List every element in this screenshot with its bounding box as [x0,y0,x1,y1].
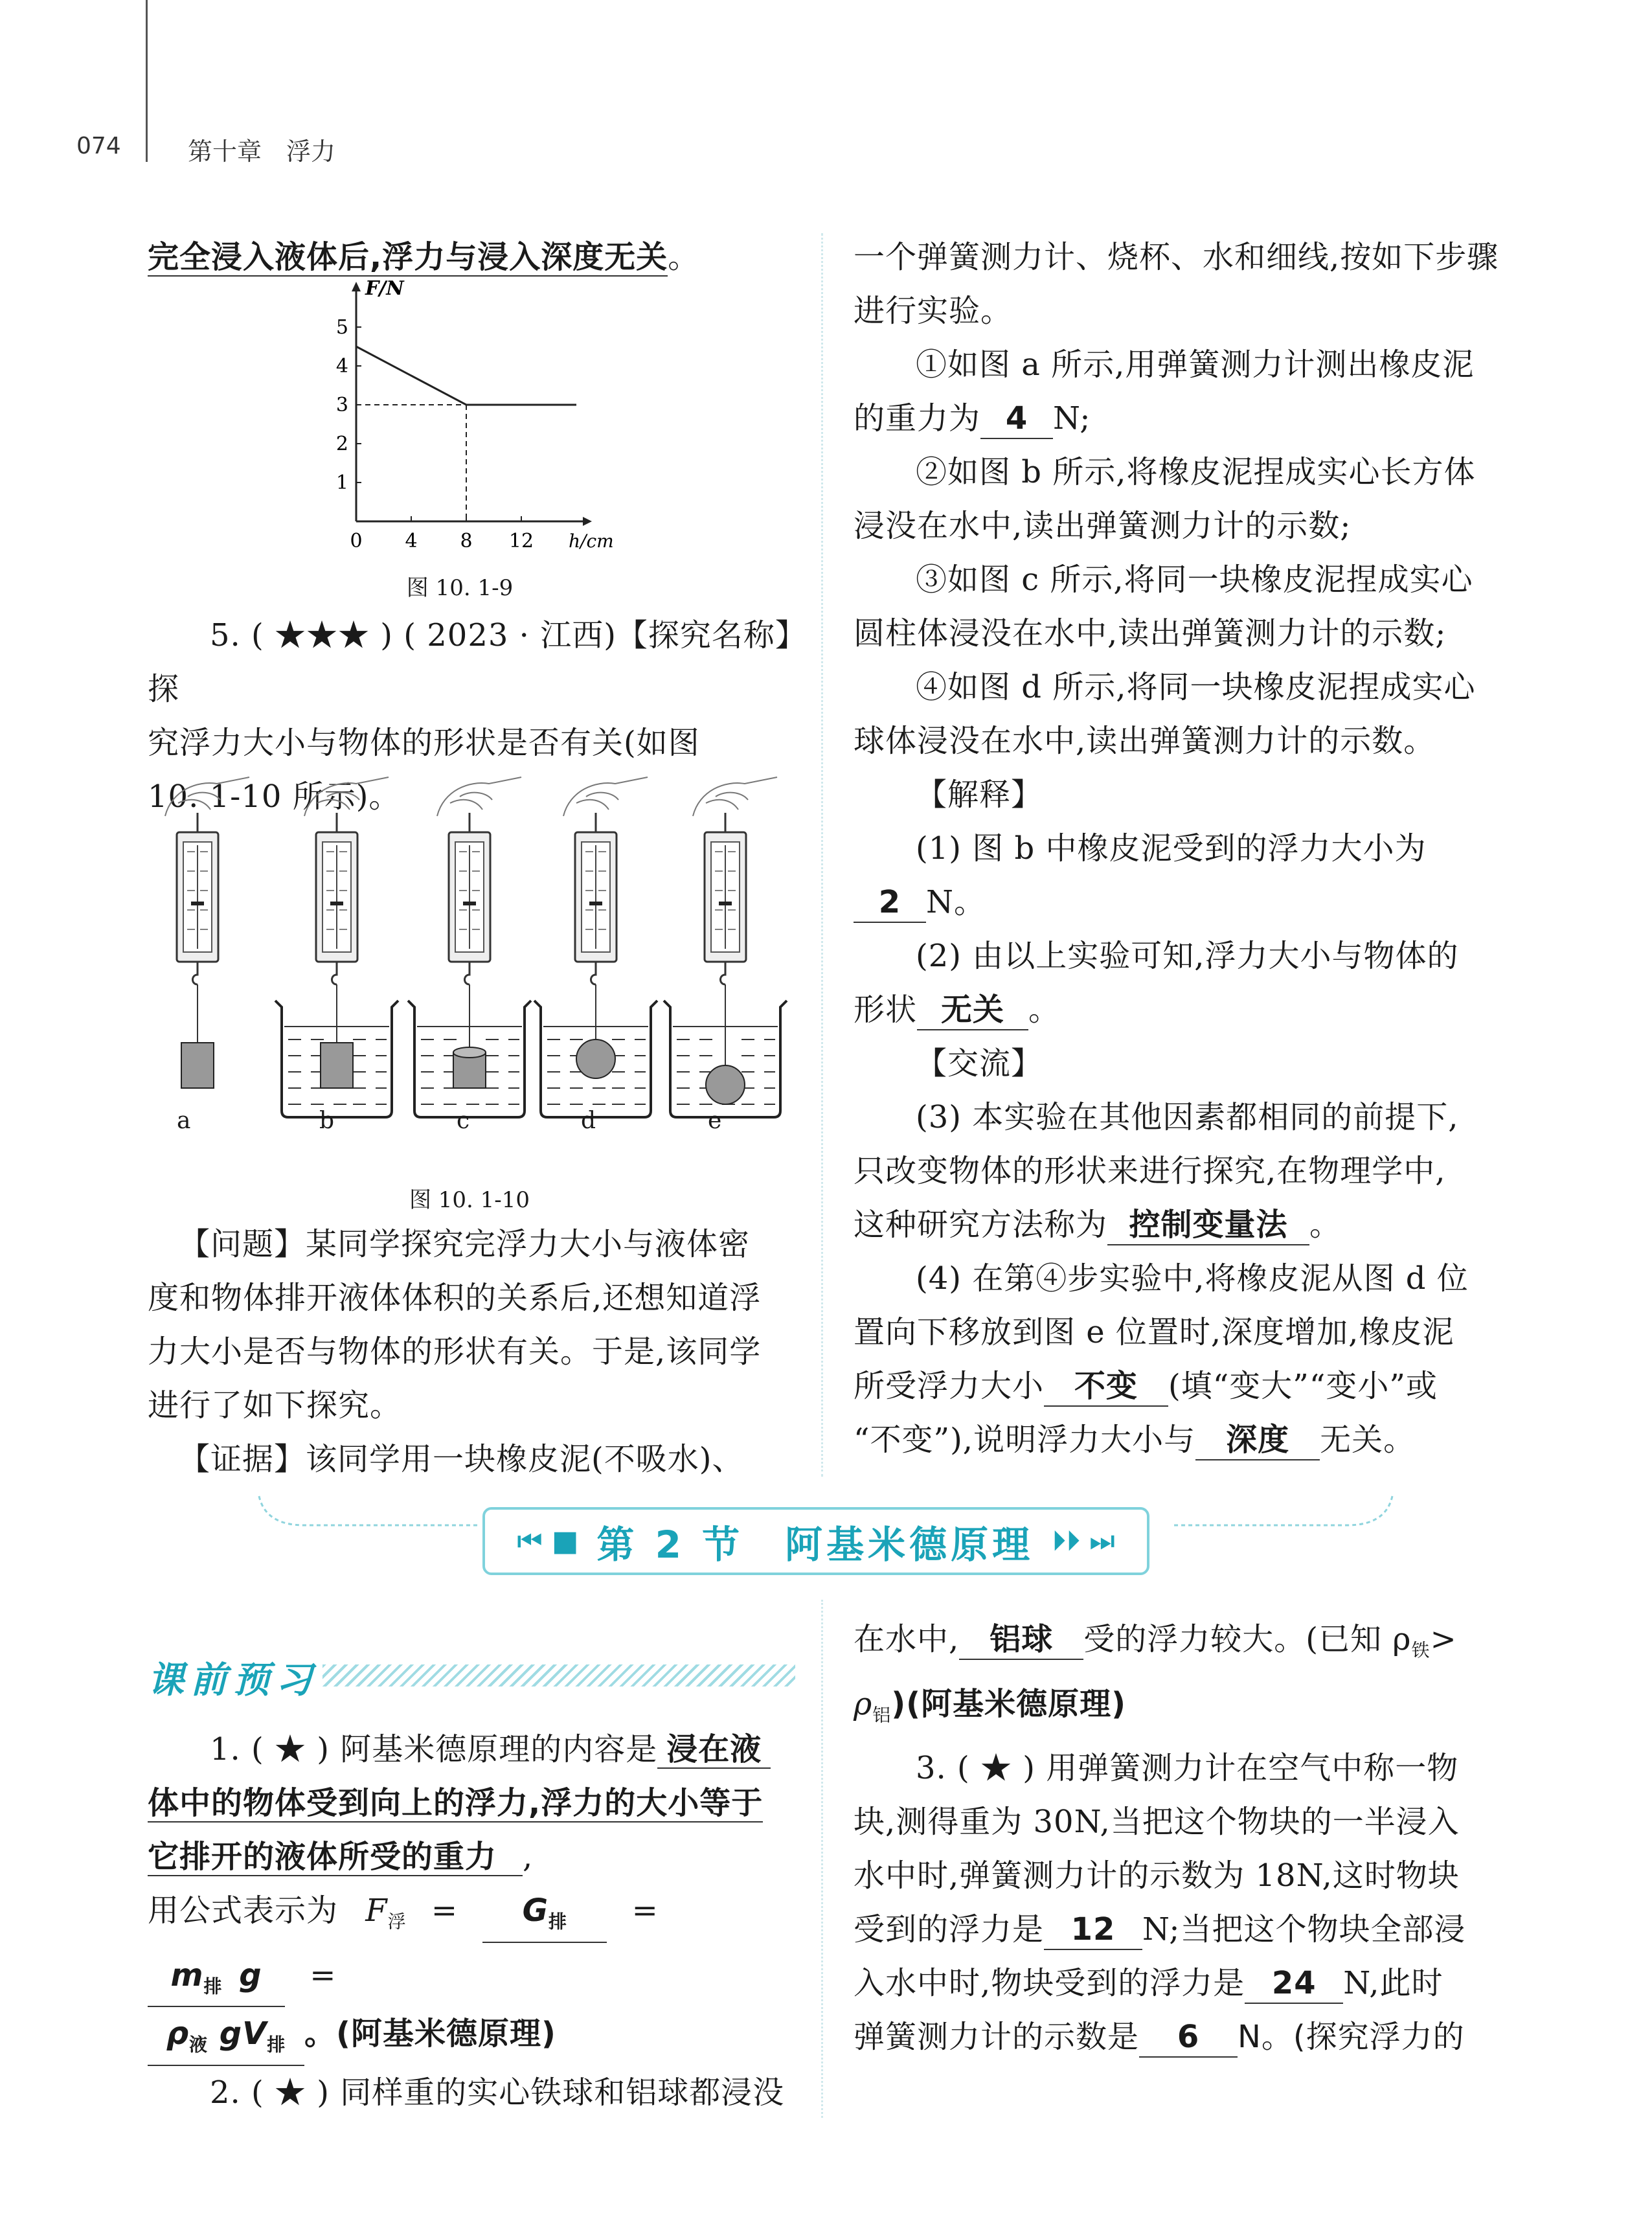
sub: 铝 [872,1704,892,1726]
label-a: a [177,1107,191,1134]
problem-line-2: 度和物体排开液体体积的关系后,还想知道浮 [148,1280,762,1316]
q2-line-3 [854,1677,1508,1742]
exchange-4-a: (4) 在第④步实验中,将橡皮泥从图 d 位 [916,1260,1469,1297]
label-d: d [581,1107,596,1134]
blank-shape-relation: 无关 [917,990,1028,1030]
preview-right-block [854,1613,1508,2064]
problem-line-1: 【问题】某同学探究完浮力大小与液体密 [179,1226,751,1262]
blank-buoyancy-half: 12 [1044,1910,1142,1950]
label-c: c [457,1107,470,1134]
page-number: 074 [76,133,121,159]
eq: = [631,1892,659,1929]
q1-answer-3: 它排开的液体所受的重力 [148,1839,523,1876]
section-title: 第 2 节 阿基米德原理 [596,1522,1034,1567]
formula-mg-blank: $m_排$ g [148,1956,285,2008]
right-column-block [854,231,1508,1467]
exchange-4-b: 置向下移放到图 e 位置时,深度增加,橡皮泥 [854,1314,1454,1350]
text: N;当把这个物块全部浸 [1142,1911,1466,1948]
text: N,此时 [1343,1965,1443,2002]
banner-right-icon: ⏵⏵ ⏭ [1052,1525,1115,1558]
y-axis-label: F/N [365,277,404,300]
answer-blank: 完全浸入液体后,浮力与浸入深度无关 [148,239,668,275]
fig-10-1-9-chart [330,277,614,557]
text: 用公式表示为 [148,1892,339,1929]
blank-buoyancy-b: 2 [854,883,926,923]
blank-gravity: 4 [980,399,1053,439]
q3-line-2: 块,测得重为 30N,当把这个物块的一半浸入 [854,1804,1460,1841]
explain-2-a: (2) 由以上实验可知,浮力大小与物体的 [916,938,1459,974]
exchange-3-a: (3) 本实验在其他因素都相同的前提下, [916,1099,1459,1135]
header-rule [146,0,148,162]
left-intro-line [148,231,699,284]
formula-G-blank: $G_排$ [482,1891,607,1943]
tag: 。(阿基米德原理) [304,2016,556,2052]
q3-line-6 [854,2010,1508,2064]
text: 。 [1028,992,1061,1028]
blank-change: 不变 [1044,1367,1168,1407]
blank-ball: 铝球 [959,1620,1083,1660]
column-divider [821,233,823,1477]
step2-b: 浸没在水中,读出弹簧测力计的示数; [854,508,1352,544]
step2-a: ②如图 b 所示,将橡皮泥捏成实心长方体 [916,454,1476,490]
preview-left-block [148,1723,802,2120]
exchange-4-d [854,1413,1508,1467]
text: N; [1053,400,1091,437]
banner-left-icon: ⏮ ■ [517,1525,579,1558]
text: 的重力为 [854,400,981,437]
formula-rho-blank: $\rho_液$ $gV_排$ [148,2014,304,2066]
blank-scale-reading: 6 [1139,2017,1238,2058]
text: 受的浮力较大。(已知 ρ [1083,1621,1412,1657]
text: , [523,1839,534,1875]
q1-answer-1: 浸在液 [657,1731,771,1769]
rho: ρ [854,1685,873,1722]
y-tick-label: 3 [335,394,348,416]
x-axis-arrow [583,517,592,526]
y-tick-label: 2 [335,433,348,455]
text: 1. ( ★ ) 阿基米德原理的内容是 [210,1731,658,1767]
q2-line-2 [854,1613,1508,1677]
r-line-2: 进行实验。 [854,293,1013,329]
fig-10-1-9-caption: 图 10. 1-9 [406,575,514,601]
sub: 铁 [1411,1639,1431,1661]
exchange-heading: 【交流】 [916,1045,1043,1082]
explain-2-b [854,983,1508,1037]
blank-buoyancy-full: 24 [1245,1964,1343,2004]
blank-method: 控制变量法 [1107,1205,1309,1245]
q1-line-5 [148,2007,802,2066]
apparatus-e [664,777,787,1117]
step4-a: ④如图 d 所示,将同一块橡皮泥捏成实心 [916,669,1476,705]
label-e: e [708,1107,722,1134]
text: “不变”),说明浮力大小与 [854,1422,1196,1458]
explain-1-a: (1) 图 b 中橡皮泥受到的浮力大小为 [916,830,1427,867]
y-tick-label: 4 [335,355,348,378]
sub: 浮 [387,1911,407,1933]
text: 无关。 [1320,1422,1416,1458]
y-tick-label: 1 [335,471,348,494]
y-tick-label: 5 [335,316,348,339]
eq: = [431,1892,458,1929]
apparatus-a [165,777,249,1088]
evidence-line: 【证据】该同学用一块橡皮泥(不吸水)、 [179,1441,744,1477]
q1-answer-2: 体中的物体受到向上的浮力,浮力的大小等于 [148,1785,764,1821]
blank-depth: 深度 [1195,1420,1320,1460]
series-line-F [356,346,576,405]
step4-b: 球体浸没在水中,读出弹簧测力计的示数。 [854,723,1436,759]
step1-b [854,392,1508,446]
label-b: b [319,1107,335,1134]
q2-line-1: 2. ( ★ ) 同样重的实心铁球和铝球都浸没 [210,2074,785,2111]
q3-line-3: 水中时,弹簧测力计的示数为 18N,这时物块 [854,1857,1460,1894]
formula-F: F [365,1892,388,1929]
column-divider-lower [821,1600,823,2118]
x-tick-label: 8 [460,530,473,552]
x-tick-label: 0 [350,530,363,552]
x-axis-label: h/cm [569,530,614,552]
q1-line-3 [148,1830,802,1884]
chapter-title: 第十章 浮力 [188,137,336,166]
step1-a: ①如图 a 所示,用弹簧测力计测出橡皮泥 [916,346,1475,383]
x-tick-label: 12 [508,530,534,552]
q5-line-2: 究浮力大小与物体的形状是否有关(如图 [148,725,700,761]
text: 这种研究方法称为 [854,1207,1108,1243]
apparatus-c [408,777,531,1117]
explain-heading: 【解释】 [916,777,1043,813]
q3-line-4 [854,1903,1508,1957]
r-line-1: 一个弹簧测力计、烧杯、水和细线,按如下步骤 [854,239,1499,275]
text: 在水中, [854,1621,960,1657]
eq: = [310,1957,337,1993]
problem-block [148,1218,802,1486]
q5-line-3: 10. 1-10 所示)。 [148,778,401,815]
section-banner [482,1507,1149,1575]
text: 受到的浮力是 [854,1911,1045,1948]
fig-10-1-10-apparatus [146,777,806,1166]
exchange-3-b: 只改变物体的形状来进行探究,在物理学中, [854,1153,1446,1189]
text: (填“变大”“变小”或 [1168,1368,1438,1404]
q3-line-5 [854,1957,1508,2010]
q3-line-1: 3. ( ★ ) 用弹簧测力计在空气中称一物 [916,1750,1459,1787]
preview-heading-stripes [322,1664,795,1687]
fig-10-1-10-caption: 图 10. 1-10 [409,1187,530,1213]
tag: )(阿基米德原理) [891,1685,1127,1722]
apparatus-b [275,777,398,1117]
apparatus-d [534,777,657,1117]
step3-b: 圆柱体浸没在水中,读出弹簧测力计的示数; [854,615,1447,652]
exchange-3-c [854,1198,1508,1252]
q1-line-1 [148,1723,802,1777]
text: 弹簧测力计的示数是 [854,2019,1140,2056]
text: 形状 [854,992,918,1028]
punct: 。 [668,239,700,275]
text: N。(探究浮力的 [1238,2019,1465,2056]
q1-line-4 [148,1884,802,2007]
preview-heading-text: 课前预习 [148,1659,319,1701]
x-tick-label: 4 [405,530,418,552]
q5-line-1: 5. ( ★★★ ) ( 2023 · 江西)【探究名称】探 [148,617,791,707]
explain-1-b [854,876,1508,929]
text: 入水中时,物块受到的浮力是 [854,1965,1245,2002]
problem-line-3: 力大小是否与物体的形状有关。于是,该同学 [148,1334,762,1370]
preview-heading [148,1652,795,1701]
text: N。 [926,884,986,920]
text: 。 [1309,1207,1342,1243]
step3-a: ③如图 c 所示,将同一块橡皮泥捏成实心 [916,562,1473,598]
exchange-4-c [854,1359,1508,1413]
problem-line-4: 进行了如下探究。 [148,1387,402,1424]
q1-line-2 [148,1777,802,1830]
text: 所受浮力大小 [854,1368,1045,1404]
text: > [1430,1621,1457,1657]
